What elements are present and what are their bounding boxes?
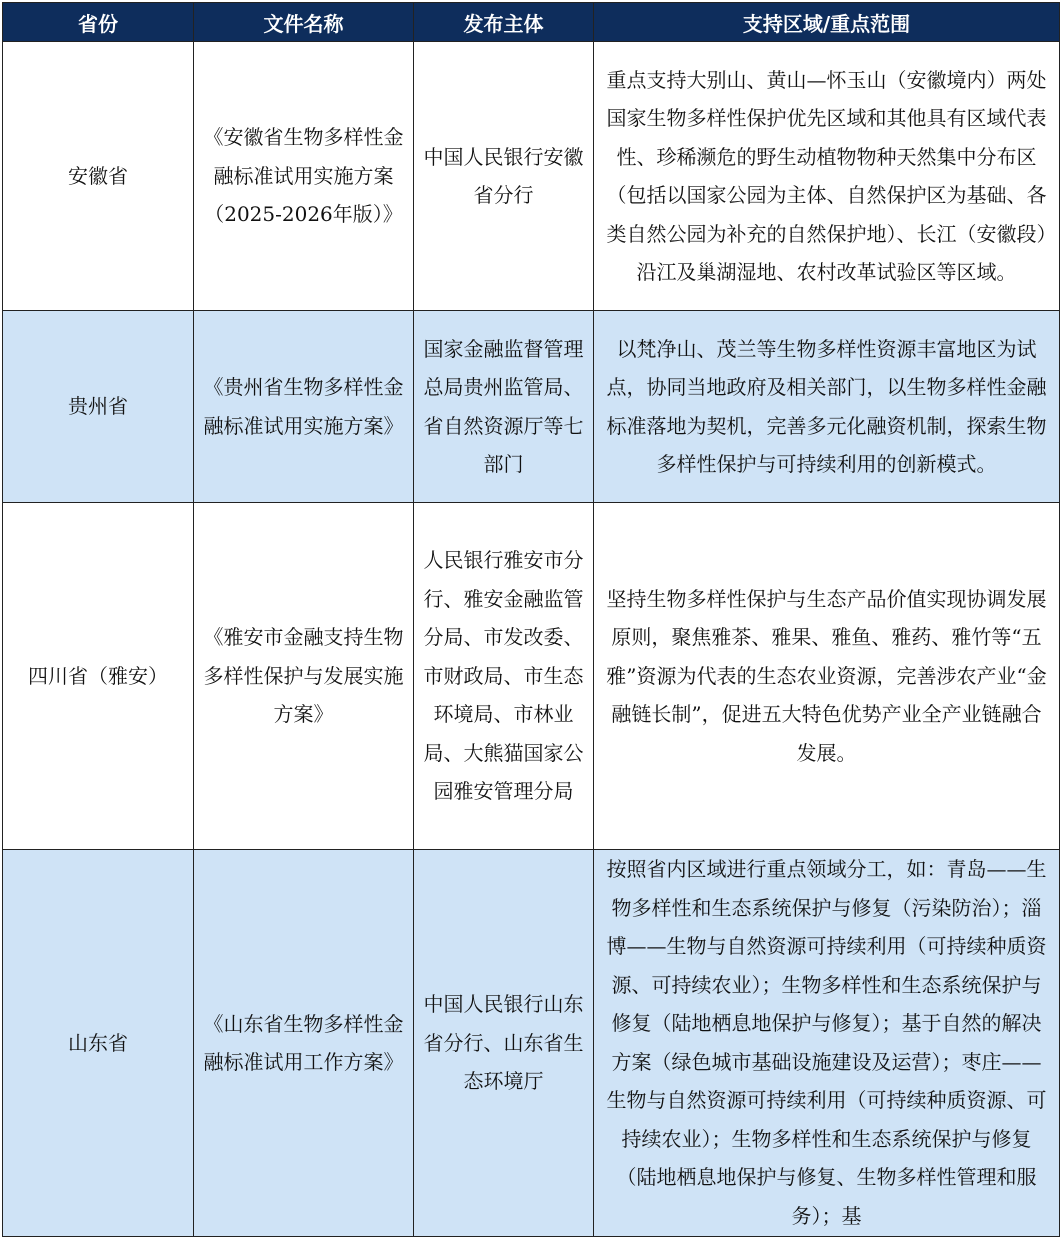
scope-cell: 重点支持大别山、黄山—怀玉山（安徽境内）两处国家生物多样性保护优先区域和其他具有区域代表性、珍稀濒危的野生动植物物种天然集中分布区（包括以国家公园为主体、自然保护区为基础、各类自然公园为补充的自然保护地）、长江（安徽段）沿江及巢湖湿地、农村改革试验区等区域。: [594, 42, 1060, 311]
header-publisher: 发布主体: [414, 3, 594, 42]
file-name-cell: 《贵州省生物多样性金融标准试用实施方案》: [194, 311, 414, 503]
scope-cell: 以梵净山、茂兰等生物多样性资源丰富地区为试点，协同当地政府及相关部门，以生物多样性金融标准落地为契机，完善多元化融资机制，探索生物多样性保护与可持续利用的创新模式。: [594, 311, 1060, 503]
publisher-cell: 中国人民银行山东省分行、山东省生态环境厅: [414, 850, 594, 1237]
header-row: [3, 3, 1060, 42]
table-row: [3, 503, 1060, 850]
header-province: 省份: [3, 3, 194, 42]
header-file-name: 文件名称: [194, 3, 414, 42]
province-cell: 贵州省: [3, 311, 194, 503]
publisher-cell: 人民银行雅安市分行、雅安金融监管分局、市发改委、市财政局、市生态环境局、市林业局、大熊猫国家公园雅安管理分局: [414, 503, 594, 850]
province-cell: 安徽省: [3, 42, 194, 311]
table-row: [3, 42, 1060, 311]
province-cell: 四川省（雅安）: [3, 503, 194, 850]
publisher-cell: 国家金融监督管理总局贵州监管局、省自然资源厅等七部门: [414, 311, 594, 503]
table-row: [3, 850, 1060, 1237]
file-name-cell: 《山东省生物多样性金融标准试用工作方案》: [194, 850, 414, 1237]
table-row: [3, 311, 1060, 503]
header-scope: 支持区域/重点范围: [594, 3, 1060, 42]
scope-cell: 坚持生物多样性保护与生态产品价值实现协调发展原则，聚焦雅茶、雅果、雅鱼、雅药、雅竹等“五雅”资源为代表的生态农业资源，完善涉农产业“金融链长制”，促进五大特色优势产业全产业链融合发展。: [594, 503, 1060, 850]
file-name-cell: 《安徽省生物多样性金融标准试用实施方案（2025-2026年版）》: [194, 42, 414, 311]
file-name-cell: 《雅安市金融支持生物多样性保护与发展实施方案》: [194, 503, 414, 850]
scope-cell: 按照省内区域进行重点领域分工，如：青岛——生物多样性和生态系统保护与修复（污染防治）；淄博——生物与自然资源可持续利用（可持续种质资源、可持续农业）；生物多样性和生态系统保护与修复（陆地栖息地保护与修复）；基于自然的解决方案（绿色城市基础设施建设及运营）；枣庄——生物与自然资源可持续利用（可持续种质资源、可持续农业）；生物多样性和生态系统保护与修复（陆地栖息地保护与修复、生物多样性管理和服务）；基: [594, 850, 1060, 1237]
publisher-cell: 中国人民银行安徽省分行: [414, 42, 594, 311]
province-cell: 山东省: [3, 850, 194, 1237]
policy-table: [2, 2, 1060, 1237]
